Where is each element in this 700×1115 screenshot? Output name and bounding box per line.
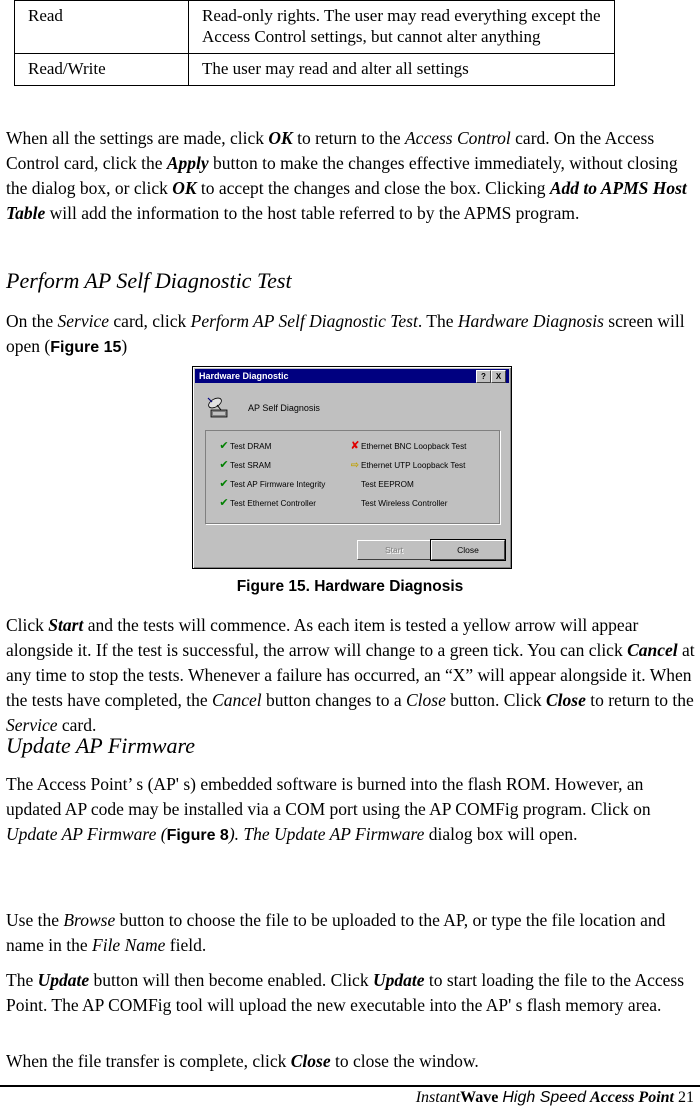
test-item: ✔Test AP Firmware Integrity	[219, 478, 326, 490]
satellite-dish-icon	[205, 394, 231, 420]
check-icon: ✔	[219, 478, 229, 490]
close-button[interactable]: Close	[431, 540, 505, 560]
access-rights-table	[14, 0, 615, 86]
table-cell-desc: The user may read and alter all settings	[189, 54, 615, 86]
test-item: ⇨ Ethernet UTP Loopback Test	[350, 460, 466, 471]
test-item: ✔Test Ethernet Controller	[219, 497, 317, 509]
close-window-button[interactable]: X	[491, 370, 506, 383]
section-heading-diagnostic: Perform AP Self Diagnostic Test	[6, 268, 292, 293]
footer-divider	[0, 1085, 700, 1087]
start-button[interactable]: Start	[357, 540, 431, 560]
table-cell-right: Read	[15, 1, 189, 54]
fail-x-icon: ✘	[350, 440, 360, 452]
check-icon: ✔	[219, 459, 229, 471]
help-button[interactable]: ?	[476, 370, 491, 383]
paragraph-close: When the file transfer is complete, click Close to close the window.	[6, 1051, 479, 1071]
figure-caption: Figure 15. Hardware Diagnosis	[236, 578, 464, 595]
dialog-header: AP Self Diagnosis	[248, 403, 320, 413]
test-item: Test EEPROM	[361, 480, 414, 489]
table-row	[15, 54, 615, 86]
paragraph-browse: Use the Browse button to choose the file to be uploaded to the AP, or type the file location and name in the File Name field.	[6, 910, 666, 955]
page-number: 21	[678, 1089, 694, 1106]
dialog-title: Hardware Diagnostic	[199, 371, 289, 381]
paragraph-update: The Update button will then become enabled. Click Update to start loading the file to the Access Point. The AP COMFig tool will upload the new executable into the AP' s flash memory area.	[6, 970, 685, 1015]
page-footer: InstantWave High Speed Access Point 21	[415, 1089, 694, 1106]
section-heading-firmware: Update AP Firmware	[6, 733, 196, 758]
test-item: ✔Test SRAM	[219, 459, 271, 471]
arrow-right-icon: ⇨	[350, 460, 360, 471]
table-row	[15, 1, 615, 54]
hardware-diagnostic-dialog	[192, 366, 512, 569]
test-list-group	[205, 430, 500, 524]
check-icon: ✔	[219, 497, 229, 509]
paragraph-service-card: On the Service card, click Perform AP Self Diagnostic Test. The Hardware Diagnosis screen will open (Figure 15)	[6, 311, 685, 356]
test-item: Test Wireless Controller	[361, 499, 448, 508]
test-item: ✘Ethernet BNC Loopback Test	[350, 440, 467, 452]
test-item: ✔Test DRAM	[219, 440, 272, 452]
table-cell-right: Read/Write	[15, 54, 189, 86]
paragraph-firmware: The Access Point’ s (AP' s) embedded software is burned into the flash ROM. However, an updated AP code may be installed via a COM port using the AP COMFig program. Click on Update AP Firmware (Figure 8). The Update AP Firmware dialog box will open.	[6, 774, 651, 844]
paragraph-start-tests: Click Start and the tests will commence. As each item is tested a yellow arrow will appear alongside it. If the test is successful, the arrow will change to a green tick. You can click Cancel at any time to stop the tests. Whenever a failure has occurred, an “X” will appear alongside it. When the tests have completed, the Cancel button changes to a Close button. Click Close to return to the Service card.	[6, 615, 695, 735]
paragraph-settings: When all the settings are made, click OK to return to the Access Control card. On the Access Control card, click the Apply button to make the changes effective immediately, without closing the dialog box, or click OK to accept the changes and close the box. Clicking Add to APMS Host Table will add the information to the host table referred to by the APMS program.	[6, 128, 687, 223]
dialog-title-bar	[195, 369, 509, 383]
check-icon: ✔	[219, 440, 229, 452]
table-cell-desc: Read-only rights. The user may read everything except the Access Control settings, but cannot alter anything	[189, 1, 615, 54]
